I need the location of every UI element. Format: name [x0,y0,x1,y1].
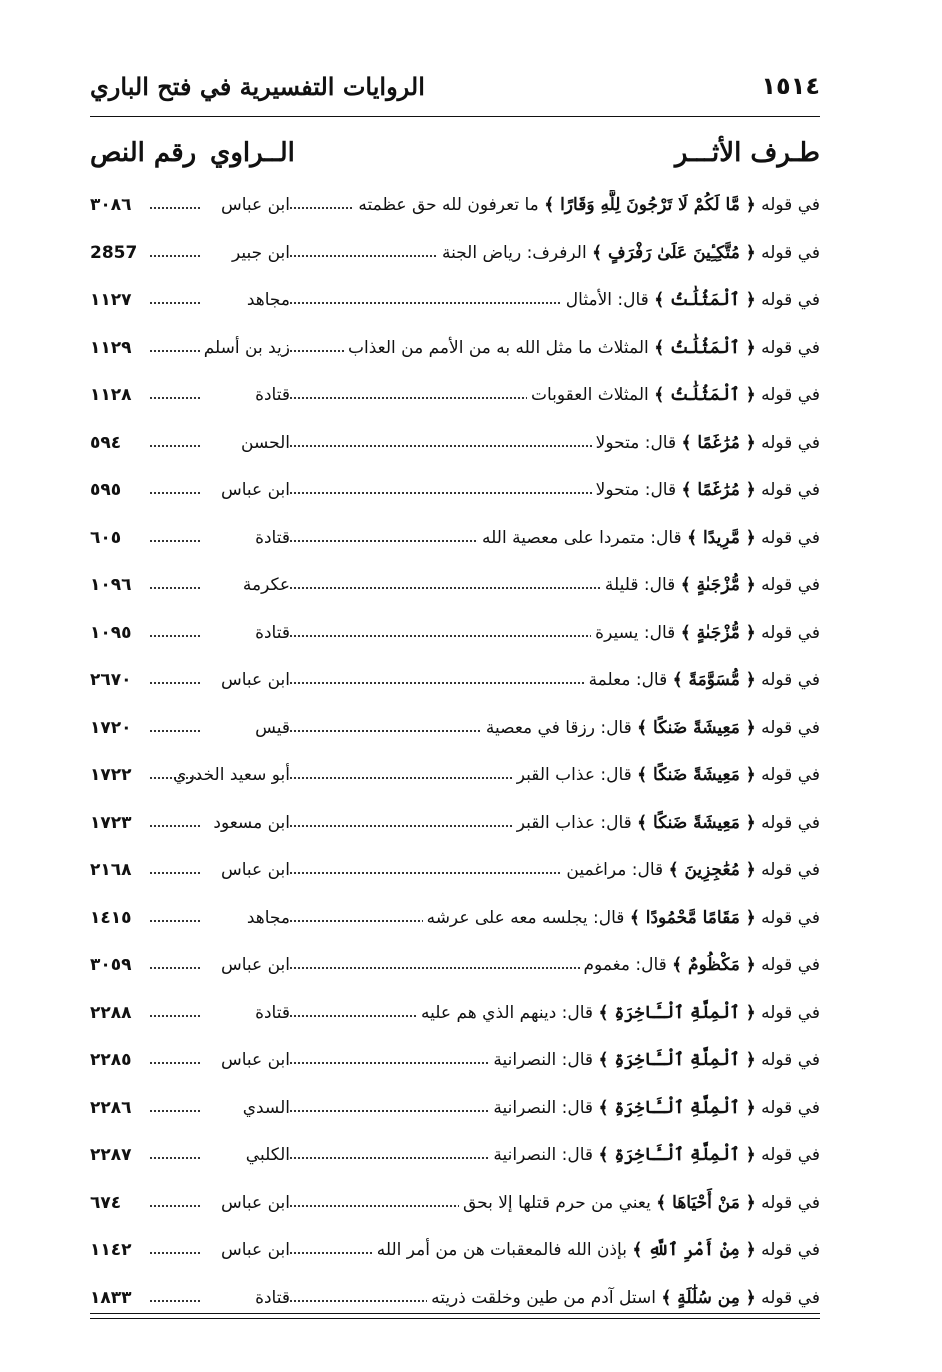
athar-text [482,713,820,743]
athar-explanation: قال: قليلة [604,575,676,595]
athar-prefix: في قوله [761,907,820,928]
quran-phrase: ﴿ ٱلْمِلَّةِ ٱلْـَٔاخِرَةِ ﴾ [598,1097,756,1118]
index-row [90,570,820,618]
athar-prefix: في قوله [761,812,820,833]
narrator: السدي [200,1093,290,1123]
quran-phrase: ﴿ مِنْ أَمْرِ ٱللَّهِ ﴾ [632,1240,756,1260]
athar-prefix: في قوله [761,717,820,738]
text-number: ٢٢٨٨ [90,998,150,1028]
athar-text [478,523,820,553]
quran-phrase: ﴿ مَعِيشَةً ضَنكًا ﴾ [637,717,756,738]
text-number: ٢٢٨٧ [90,1140,150,1170]
narrator: ابن عباس [200,665,290,695]
athar-text [423,903,820,933]
narrator: قتادة [200,380,290,410]
athar-prefix: في قوله [761,432,820,453]
quran-phrase: ﴿ مَّا لَكُمْ لَا تَرْجُونَ لِلَّهِ وَقَارًا ﴾ [544,195,756,215]
athar-text [438,238,820,268]
index-row [90,1235,820,1283]
narrator: قيس [200,713,290,743]
index-row [90,523,820,571]
quran-phrase: ﴿ مِن سُلَٰلَةٍ ﴾ [661,1287,756,1308]
athar-prefix: في قوله [761,195,820,215]
quran-phrase: ﴿ مُرَٰغَمًا ﴾ [681,480,756,500]
athar-prefix: في قوله [761,575,820,595]
athar-prefix: في قوله [761,622,820,643]
header-rule [90,116,820,117]
athar-explanation: قال: النصرانية [493,1097,594,1118]
athar-explanation: قال: يسيرة [595,622,676,643]
athar-text [562,855,820,885]
quran-phrase: ﴿ ٱلْمِلَّةِ ٱلْـَٔاخِرَةِ ﴾ [598,1050,756,1070]
text-number: ٣٠٨٦ [90,190,150,220]
athar-prefix: في قوله [761,1002,820,1023]
athar-text [489,1140,820,1170]
narrator: مجاهد [200,285,290,315]
text-number: ١٧٢٣ [90,808,150,838]
narrator: زيد بن أسلم [200,333,290,363]
text-number: ٢٢٨٦ [90,1093,150,1123]
text-number: ١٤١٥ [90,903,150,933]
narrator: ابن عباس [200,1235,290,1265]
narrator: ابن عباس [200,1188,290,1218]
quran-phrase: ﴿ مُّزْجَىٰةٍ ﴾ [680,575,756,595]
quran-phrase: ﴿ مُّسَوَّمَةً ﴾ [672,670,756,690]
index-row [90,428,820,476]
text-number: ٢٦٧٠ [90,665,150,695]
page-number: ١٥١٤ [761,72,820,100]
athar-prefix: في قوله [761,242,820,263]
narrator: ابن جبير [200,238,290,268]
index-row [90,1188,820,1236]
running-head [90,72,820,112]
quran-phrase: ﴿ مَعِيشَةً ضَنكًا ﴾ [637,765,756,785]
athar-explanation: قال: عذاب القبر [516,765,632,785]
narrator: قتادة [200,998,290,1028]
narrator: قتادة [200,523,290,553]
athar-prefix: في قوله [761,765,820,785]
athar-explanation: المثلاث العقوبات [530,385,649,405]
athar-text [344,333,820,363]
narrator: ابن عباس [200,1045,290,1075]
athar-explanation: قال: الأمثال [565,290,649,310]
athar-prefix: في قوله [761,1145,820,1165]
index-row [90,190,820,238]
quran-phrase: ﴿ مُرَٰغَمًا ﴾ [681,432,756,453]
athar-text [601,570,820,600]
footer-rule [90,1313,820,1314]
athar-text [580,950,820,980]
index-row [90,903,820,951]
text-number: ١٧٢٢ [90,760,150,790]
quran-phrase: ﴿ ٱلْمَثُلَٰتُ ﴾ [654,290,756,310]
text-number: ١١٤٢ [90,1235,150,1265]
athar-explanation: قال: دينهم الذي هم عليه [421,1002,594,1023]
index-row [90,333,820,381]
narrator: ابن عباس [200,950,290,980]
index-row [90,238,820,286]
narrator: ابن عباس [200,855,290,885]
text-number: ٦٧٤ [90,1188,150,1218]
narrator: أبو سعيد الخدري [200,760,290,790]
athar-prefix: في قوله [761,1192,820,1213]
athar-explanation: ما تعرفون لله حق عظمته [358,195,539,215]
athar-prefix: في قوله [761,337,820,358]
text-number: ١٠٩٦ [90,570,150,600]
text-number: ١١٢٩ [90,333,150,363]
index-row [90,1045,820,1093]
text-number: ٥٩٤ [90,428,150,458]
index-row [90,285,820,333]
index-row [90,1140,820,1188]
athar-prefix: في قوله [761,955,820,975]
athar-explanation: قال: مغموم [583,955,667,975]
index-row [90,665,820,713]
athar-text [562,285,820,315]
athar-explanation: الرفرف: رياض الجنة [441,242,587,263]
athar-explanation: قال: متمردا على معصية الله [482,527,682,548]
athar-explanation: قال: النصرانية [493,1050,594,1070]
athar-prefix: في قوله [761,860,820,880]
athar-prefix: في قوله [761,385,820,405]
index-row [90,380,820,428]
athar-explanation: قال: رزقا في معصية [485,717,632,738]
athar-explanation: استل آدم من طين وخلقت ذريته [431,1287,656,1308]
index-row [90,713,820,761]
quran-phrase: ﴿ مَنْ أَحْيَاهَا ﴾ [656,1192,756,1213]
athar-prefix: في قوله [761,1050,820,1070]
index-row [90,760,820,808]
athar-index-list [90,190,820,1330]
quran-phrase: ﴿ مَكْظُومٌ ﴾ [672,955,756,975]
quran-phrase: ﴿ مَعِيشَةً ضَنكًا ﴾ [637,812,756,833]
text-number: ٣٠٥٩ [90,950,150,980]
athar-explanation: يعني من حرم قتلها إلا بحق [462,1192,651,1213]
quran-phrase: ﴿ ٱلْمَثُلَٰتُ ﴾ [654,385,756,405]
athar-text [417,998,820,1028]
athar-explanation: قال: مراغمين [566,860,664,880]
athar-prefix: في قوله [761,480,820,500]
athar-explanation: قال: متحولا [595,480,677,500]
narrator: مجاهد [200,903,290,933]
index-row [90,1283,820,1331]
narrator: عكرمة [200,570,290,600]
text-number: ١٧٢٠ [90,713,150,743]
athar-explanation: قال: معلمة [588,670,668,690]
book-title: الروايات التفسيرية في فتح الباري [90,72,425,101]
quran-phrase: ﴿ مَقَامًا مَّحْمُودًا ﴾ [629,907,756,928]
column-header-number: رقم النص [90,138,197,168]
athar-prefix: في قوله [761,527,820,548]
narrator: الحسن [200,428,290,458]
text-number: 2857 [90,238,150,268]
narrator: ابن مسعود [200,808,290,838]
narrator: ابن عباس [200,190,290,220]
column-headers [90,138,820,178]
athar-explanation: المثلاث ما مثل الله به من الأمم من العذاب [347,337,649,358]
index-row [90,618,820,666]
index-row [90,855,820,903]
column-header-rawi: الــراوي [210,138,295,168]
athar-text [592,428,820,458]
quran-phrase: ﴿ مَّرِيدًا ﴾ [687,527,756,548]
athar-explanation: قال: عذاب القبر [516,812,632,833]
athar-prefix: في قوله [761,1287,820,1308]
athar-text [513,808,820,838]
athar-text [354,190,820,220]
book-page [90,50,820,1340]
athar-text [585,665,820,695]
index-row [90,475,820,523]
quran-phrase: ﴿ مُتَّكِـِٔينَ عَلَىٰ رَفْرَفٍ ﴾ [592,242,756,263]
quran-phrase: ﴿ ٱلْمِلَّةِ ٱلْـَٔاخِرَةِ ﴾ [598,1002,756,1023]
narrator: قتادة [200,1283,290,1313]
athar-explanation: قال: متحولا [595,432,677,453]
quran-phrase: ﴿ مُّزْجَىٰةٍ ﴾ [680,622,756,643]
quran-phrase: ﴿ ٱلْمَثُلَٰتُ ﴾ [654,337,756,358]
athar-text [489,1093,820,1123]
narrator: قتادة [200,618,290,648]
athar-prefix: في قوله [761,1097,820,1118]
index-row [90,808,820,856]
quran-phrase: ﴿ ٱلْمِلَّةِ ٱلْـَٔاخِرَةِ ﴾ [598,1145,756,1165]
index-row [90,998,820,1046]
footer-rule-thin [90,1318,820,1319]
athar-prefix: في قوله [761,290,820,310]
athar-text [427,1283,820,1313]
text-number: ١٨٣٣ [90,1283,150,1313]
text-number: ٥٩٥ [90,475,150,505]
text-number: ٢١٦٨ [90,855,150,885]
text-number: ١١٢٧ [90,285,150,315]
narrator: الكلبي [200,1140,290,1170]
athar-text [527,380,820,410]
athar-prefix: في قوله [761,670,820,690]
athar-text [373,1235,820,1265]
narrator: ابن عباس [200,475,290,505]
athar-text [591,618,820,648]
athar-explanation: بإذن الله فالمعقبات هن من أمر الله [376,1240,627,1260]
quran-phrase: ﴿ مُعَٰجِزِينَ ﴾ [668,860,756,880]
text-number: ١٠٩٥ [90,618,150,648]
column-header-athar: طـرف الأثـــر [674,138,820,168]
text-number: ٦٠٥ [90,523,150,553]
text-number: ٢٢٨٥ [90,1045,150,1075]
athar-text [459,1188,820,1218]
athar-text [513,760,820,790]
athar-prefix: في قوله [761,1240,820,1260]
text-number: ١١٢٨ [90,380,150,410]
index-row [90,950,820,998]
athar-text [592,475,820,505]
athar-explanation: قال: النصرانية [493,1145,594,1165]
athar-text [489,1045,820,1075]
athar-explanation: قال: يجلسه معه على عرشه [426,907,625,928]
index-row [90,1093,820,1141]
